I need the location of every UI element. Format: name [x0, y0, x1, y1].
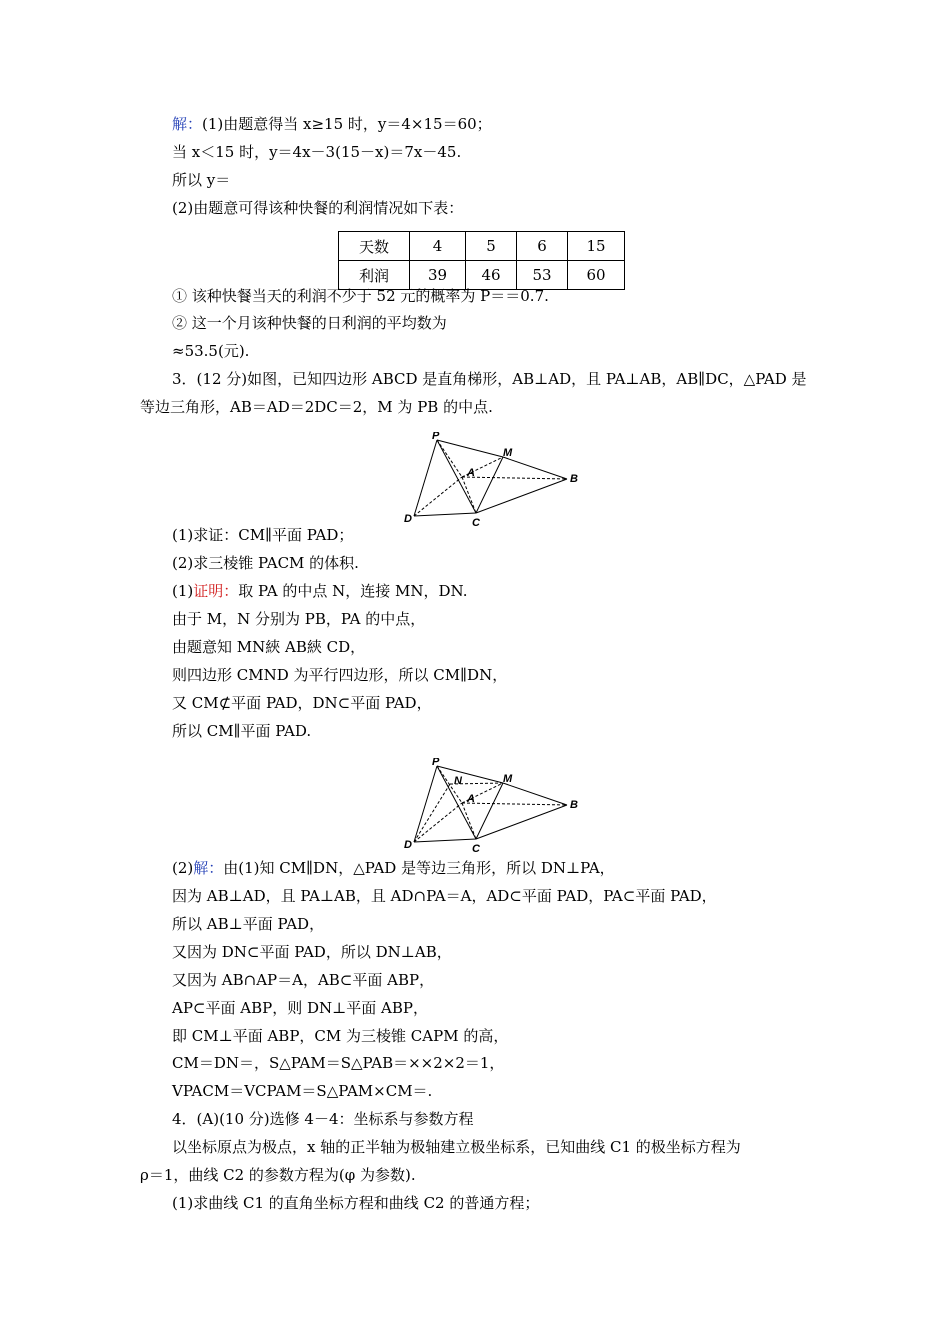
text-line — [172, 169, 230, 191]
text-line — [172, 1080, 432, 1102]
label-D: D — [404, 839, 412, 851]
table-cell: 60 — [568, 261, 625, 290]
text-run: (1)由题意得当 x≥15 时，y＝4×15＝60； — [202, 115, 492, 133]
text-line — [172, 941, 452, 963]
text-run: 所以 CM∥平面 PAD. — [172, 722, 312, 740]
text-run: ① 该种快餐当天的利润不少于 52 元的概率为 P＝＝0.7. — [172, 287, 549, 305]
text-run: (1)求证：CM∥平面 PAD； — [172, 526, 354, 544]
table-cell: 15 — [568, 232, 625, 261]
text-line — [140, 1164, 416, 1186]
label-B: B — [570, 473, 578, 485]
text-run: 又因为 DN⊂平面 PAD，所以 DN⊥AB， — [172, 943, 452, 961]
table-cell: 46 — [466, 261, 517, 290]
profit-table — [338, 231, 625, 290]
label-N: N — [454, 775, 462, 787]
label-M: M — [503, 773, 513, 785]
label-A: A — [467, 467, 475, 479]
text-line — [172, 1052, 504, 1074]
text-run: 由于 M，N 分别为 PB，PA 的中点， — [172, 610, 426, 628]
text-run: 即 CM⊥平面 ABP，CM 为三棱锥 CAPM 的高， — [172, 1027, 509, 1045]
pyramid-figure-1 — [400, 432, 600, 532]
label-P: P — [432, 432, 440, 442]
text-run: (2)由题意可得该种快餐的利润情况如下表： — [172, 199, 464, 217]
text-run: 3．(12 分)如图，已知四边形 ABCD 是直角梯形，AB⊥AD，且 PA⊥AB，AB∥DC，△PAD 是 — [172, 370, 807, 388]
text-run: 解： — [193, 859, 224, 877]
text-run: 又因为 AB∩AP＝A，AB⊂平面 ABP， — [172, 971, 435, 989]
table-cell: 5 — [466, 232, 517, 261]
text-run: ≈53.5(元). — [172, 342, 250, 360]
table-cell: 6 — [517, 232, 568, 261]
text-run: ② 这一个月该种快餐的日利润的平均数为 — [172, 314, 447, 332]
text-run: 所以 AB⊥平面 PAD， — [172, 915, 325, 933]
text-line — [172, 141, 461, 163]
text-line — [172, 664, 507, 686]
text-run: 由(1)知 CM∥DN，△PAD 是等边三角形，所以 DN⊥PA， — [223, 859, 615, 877]
label-M: M — [503, 447, 513, 459]
label-P: P — [432, 758, 440, 768]
text-line — [172, 368, 807, 390]
text-run: (1) — [172, 582, 194, 600]
text-line — [172, 524, 353, 546]
text-run: 取 PA 的中点 N，连接 MN，DN. — [238, 582, 468, 600]
text-run: VPACM＝VCPAM＝S△PAM×CM＝. — [172, 1082, 433, 1100]
text-run: 等边三角形，AB＝AD＝2DC＝2，M 为 PB 的中点. — [140, 398, 493, 416]
text-line — [172, 312, 447, 334]
text-run: 所以 y＝ — [172, 171, 231, 189]
text-line — [172, 720, 311, 742]
text-line — [172, 969, 434, 991]
text-run: 4．(A)(10 分)选修 4－4：坐标系与参数方程 — [172, 1110, 474, 1128]
text-run: 证明： — [193, 582, 239, 600]
pyramid-figure-2 — [400, 758, 600, 858]
label-C: C — [472, 843, 480, 855]
text-run: (1)求曲线 C1 的直角坐标方程和曲线 C2 的普通方程； — [172, 1194, 540, 1212]
text-line — [172, 552, 359, 574]
table-cell: 利润 — [339, 261, 410, 290]
text-line — [172, 1136, 741, 1158]
text-line — [172, 1108, 474, 1130]
text-run: (2) — [172, 859, 194, 877]
text-line — [172, 692, 432, 714]
text-run: 以坐标原点为极点，x 轴的正半轴为极轴建立极坐标系，已知曲线 C1 的极坐标方程为 — [172, 1138, 741, 1156]
text-line — [172, 885, 717, 907]
text-run: 则四边形 CMND 为平行四边形，所以 CM∥DN， — [172, 666, 508, 684]
table-row — [339, 261, 625, 290]
table-cell: 53 — [517, 261, 568, 290]
text-line — [172, 340, 249, 362]
text-run: ρ＝1，曲线 C2 的参数方程为(φ 为参数). — [140, 1166, 416, 1184]
table-cell: 4 — [410, 232, 466, 261]
table-row — [339, 232, 625, 261]
text-line — [172, 197, 463, 219]
text-run: CM＝DN＝，S△PAM＝S△PAB＝××2×2＝1， — [172, 1054, 505, 1072]
text-line — [172, 113, 492, 135]
text-line — [172, 913, 324, 935]
label-D: D — [404, 513, 412, 525]
table-cell: 天数 — [339, 232, 410, 261]
text-line — [172, 580, 467, 602]
text-line — [172, 1025, 508, 1047]
text-line — [172, 636, 365, 658]
text-run: 又 CM⊄平面 PAD，DN⊂平面 PAD， — [172, 694, 432, 712]
text-line — [172, 997, 428, 1019]
text-run: 当 x＜15 时，y＝4x－3(15－x)＝7x－45. — [172, 143, 462, 161]
label-A: A — [467, 793, 475, 805]
label-C: C — [472, 517, 480, 529]
text-line — [172, 1192, 539, 1214]
text-line — [140, 396, 493, 418]
text-line — [172, 857, 615, 879]
text-run: (2)求三棱锥 PACM 的体积. — [172, 554, 359, 572]
text-run: 解： — [172, 115, 203, 133]
text-run: AP⊂平面 ABP，则 DN⊥平面 ABP， — [172, 999, 428, 1017]
table-cell: 39 — [410, 261, 466, 290]
text-run: 由题意知 MN綊 AB綊 CD， — [172, 638, 366, 656]
label-B: B — [570, 799, 578, 811]
text-line — [172, 608, 425, 630]
text-run: 因为 AB⊥AD，且 PA⊥AB，且 AD∩PA＝A，AD⊂平面 PAD，PA⊂平面 PAD， — [172, 887, 717, 905]
